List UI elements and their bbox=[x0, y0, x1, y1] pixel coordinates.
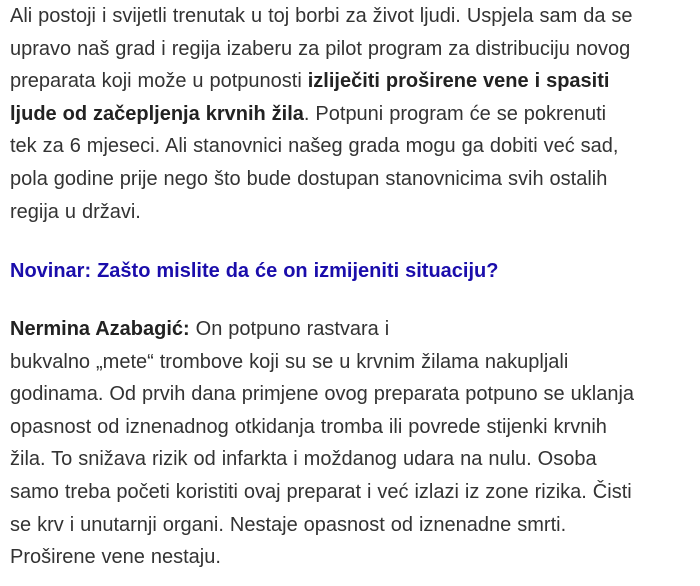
paragraph-line bbox=[10, 98, 633, 131]
paragraph-text: preparata koji može u potpunosti bbox=[10, 70, 308, 93]
paragraph-line: opasnost od iznenadnog otkidanja tromba ili povrede stijenki krvnih bbox=[10, 415, 607, 438]
paragraph-line: žila. To snižava rizik od infarkta i moždanog udara na nulu. Osoba bbox=[10, 448, 597, 471]
highlight-text: ljude od začepljenja krvnih žila bbox=[10, 102, 304, 125]
interview-question: Novinar: Zašto mislite da će on izmijeniti situaciju? bbox=[10, 260, 499, 282]
paragraph-line: Ali postoji i svijetli trenutak u toj borbi za život ljudi. Uspjela sam da se bbox=[10, 5, 633, 27]
paragraph-line bbox=[10, 313, 634, 346]
paragraph-line: upravo naš grad i regija izaberu za pilot program za distribuciju novog bbox=[10, 37, 631, 60]
paragraph-line: regija u državi. bbox=[10, 200, 141, 223]
paragraph-text: On potpuno rastvara i bbox=[189, 318, 390, 340]
paragraph-line: Proširene vene nestaju. bbox=[10, 546, 221, 569]
paragraph-line bbox=[10, 65, 633, 98]
paragraph-text: . Potpuni program će se pokrenuti bbox=[303, 102, 607, 125]
paragraph-line: tek za 6 mjeseci. Ali stanovnici našeg grada mogu ga dobiti već sad, bbox=[10, 135, 619, 158]
paragraph-line: pola godine prije nego što bude dostupan stanovnicima svih ostalih bbox=[10, 167, 608, 190]
paragraph-line: samo treba početi koristiti ovaj preparat i već izlazi iz zone rizika. Čisti bbox=[10, 480, 632, 503]
paragraph-line: se krv i unutarnji organi. Nestaje opasnost od iznenadne smrti. bbox=[10, 513, 567, 536]
speaker-name: Nermina Azabagić: bbox=[10, 318, 190, 340]
paragraph-line: godinama. Od prvih dana primjene ovog preparata potpuno se uklanja bbox=[10, 383, 635, 406]
answer-paragraph bbox=[10, 313, 634, 574]
intro-paragraph bbox=[10, 0, 633, 228]
paragraph-line: bukvalno „mete“ trombove koji su se u krvnim žilama nakupljali bbox=[10, 350, 569, 373]
highlight-text: izliječiti proširene vene i spasiti bbox=[307, 70, 610, 93]
